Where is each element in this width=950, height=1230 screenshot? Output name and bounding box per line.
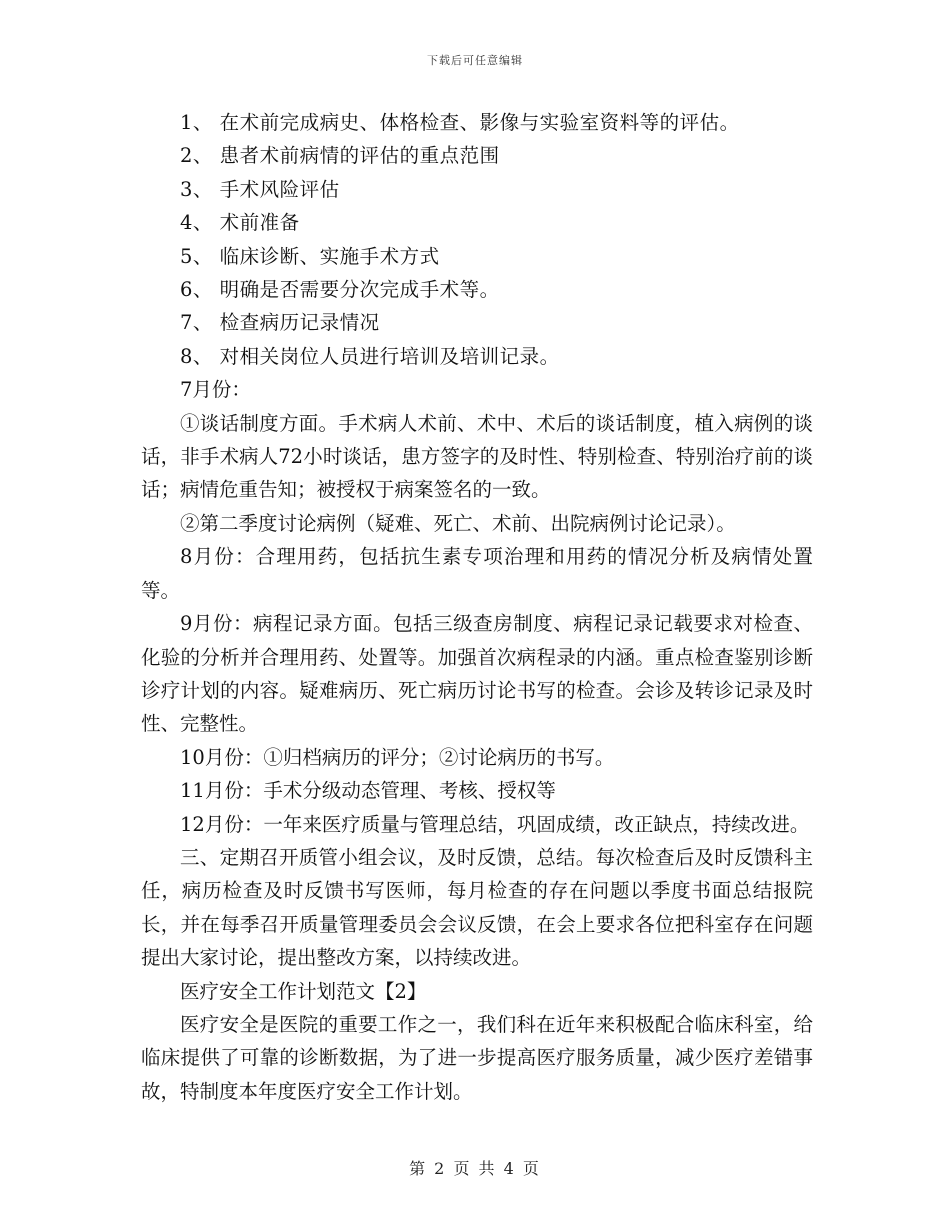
paragraph-september: 9月份：病程记录方面。包括三级查房制度、病程记录记载要求对检查、化验的分析并合理用药、处置等。加强首次病程录的内涵。重点检查鉴别诊断诊疗计划的内容。疑难病历、死亡病历讨论书写的检查。会诊及转诊记录及时性、完整性。 bbox=[141, 612, 813, 736]
paragraph-meetings: 三、定期召开质管小组会议，及时反馈，总结。每次检查后及时反馈科主任，病历检查及时反馈书写医师，每月检查的存在问题以季度书面总结报院长，并在每季召开质量管理委员会会议反馈，在会上要求各位把科室存在问题提出大家讨论，提出整改方案，以持续改进。 bbox=[141, 845, 813, 970]
document-body bbox=[141, 106, 813, 1108]
list-item-6: 6、 明确是否需要分次完成手术等。 bbox=[180, 278, 500, 302]
paragraph-november: 11月份：手术分级动态管理、考核、授权等 bbox=[180, 779, 556, 803]
list-item-2: 2、 患者术前病情的评估的重点范围 bbox=[180, 144, 500, 168]
paragraph-august: 8月份：合理用药，包括抗生素专项治理和用药的情况分析及病情处置等。 bbox=[141, 545, 813, 602]
page-header: 下载后可任意编辑 bbox=[427, 54, 523, 67]
list-item-8: 8、 对相关岗位人员进行培训及培训记录。 bbox=[180, 344, 560, 368]
list-item-1: 1、 在术前完成病史、体格检查、影像与实验室资料等的评估。 bbox=[180, 111, 740, 134]
list-item-7: 7、 检查病历记录情况 bbox=[180, 311, 380, 335]
paragraph-case-discussion: ②第二季度讨论病例（疑难、死亡、术前、出院病例讨论记录）。 bbox=[180, 511, 736, 535]
section-title: 医疗安全工作计划范文【2】 bbox=[180, 979, 427, 1003]
list-item-5: 5、 临床诊断、实施手术方式 bbox=[180, 244, 440, 268]
page-footer: 第 2 页 共 4 页 bbox=[409, 1159, 541, 1178]
month-heading-july: 7月份： bbox=[180, 378, 251, 402]
paragraph-talk-system: ①谈话制度方面。手术病人术前、术中、术后的谈话制度，植入病例的谈话，非手术病人72小时谈话，患方签字的及时性、特别检查、特别治疗前的谈话；病情危重告知；被授权于病案签名的一致。 bbox=[141, 411, 813, 502]
paragraph-december: 12月份：一年来医疗质量与管理总结，巩固成绩，改正缺点，持续改进。 bbox=[180, 812, 810, 836]
paragraph-october: 10月份：①归档病历的评分；②讨论病历的书写。 bbox=[180, 745, 615, 769]
list-item-4: 4、 术前准备 bbox=[180, 211, 300, 235]
paragraph-intro: 医疗安全是医院的重要工作之一，我们科在近年来积极配合临床科室，给临床提供了可靠的诊断数据，为了进一步提高医疗服务质量，减少医疗差错事故，特制度本年度医疗安全工作计划。 bbox=[141, 1012, 813, 1103]
list-item-3: 3、 手术风险评估 bbox=[180, 177, 340, 201]
